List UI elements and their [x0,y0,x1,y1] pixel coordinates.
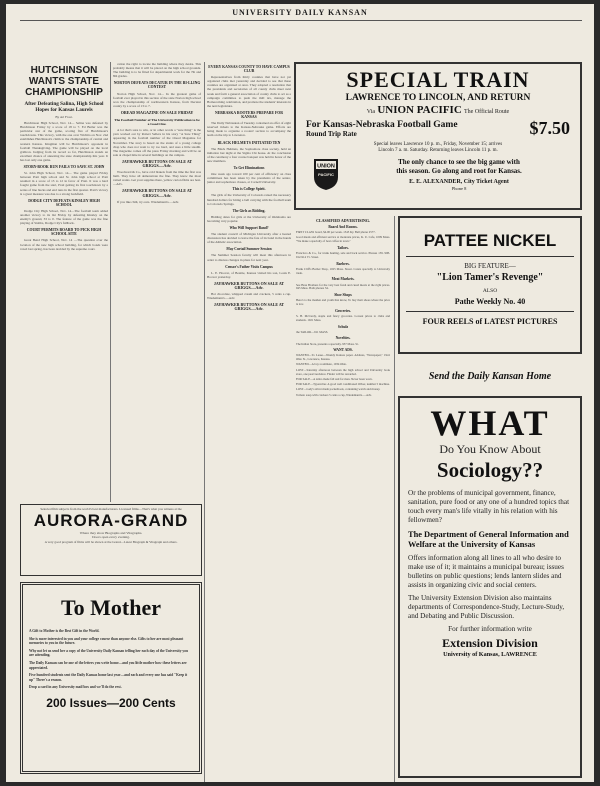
article-body: The student council of Michigan University after a heated discussion has decided to leave the fate of its band in the hands of the Athletic association. [207,232,291,245]
classified-column [296,216,390,778]
train-title: SPECIAL TRAIN [346,67,530,92]
classified-ad: LOST—Saturday afternoon between the high school and University book store, one pearl necklace. Finder will be rewarded. [296,367,390,376]
union-pacific-shield-icon [312,157,340,191]
pattee-also: ALSO [482,288,498,294]
aurora-line2: Where they show Biographs and Vitagraphs. [79,531,143,535]
classified-section-heading: WANT ADS. [333,348,353,353]
mother-text: She is more interested in you and your college course than anyone else. Gifts to her are most pleasant memories to you in the future. [29,636,184,646]
svg-text:UNION: UNION [317,163,335,170]
article-body: A lot that's sure to win, or in other words a "sure thing" is the yarn worked out by Robert Sellers in his story "A Sure Thing" appearing in the football number of the Oread Magazine for November. The story is based on the stunts of a young college chap who does not want to try too hard, and uses a little stealth. The magazine comes off the press Friday morning and will be on sale at chapel time in several buildings on the campus. [113,128,201,157]
classified-section-heading: Novelties. [335,336,351,341]
train-trip: Round Trip Rate [306,130,357,138]
send-kansan-home: Send the Daily Kansan Home [428,371,552,382]
headline-hutchinson: HUTCHINSON WANTS STATE CHAMPIONSHIP [25,65,103,98]
classified-ad: Good meals and efficient service at moderate prices, K. U. Cafe, 1009 Mass. "We make a specialty of best coffee in town." [296,235,390,244]
sociology-further: For further information write [448,625,532,633]
train-phone: Phone 8 [451,186,467,192]
article-body: Bidding dates for girls at the University of Oklahoma are becoming very popular. [207,214,291,223]
train-tagline: The only chance to see the big game with [398,158,520,167]
classified-section-heading: Board And Rooms. [328,225,358,230]
column-1 [20,62,108,492]
mother-text: Why not let us send her a copy of the University Daily Kansan telling her each day of the University you are attending. [29,648,188,658]
column-3 [207,62,291,778]
byline: By Art Frost. [55,115,73,119]
sociology-department: The Department of General Information and Welfare at the University of Kansas [408,530,569,549]
article-body: Dodge City High School, Nov. 14—The football team added another victory to its list Friday by defeating Kinsley on the enemy's ground, 33 to 0. The feature of the game was the fine playing of Stubbs, Dodge City's fullback. [20,208,108,226]
mother-text: Drop a card in any University mail box and we'll do the rest. [29,685,122,690]
sociology-body: Or the problems of municipal government, finance, sanitation, pure food or any one of a hundred topics that touch every man's life vitally in his relation with his fellowmen? [408,489,570,524]
train-official: The Official Route [464,109,510,115]
train-game: For Kansas-Nebraska Football Game [306,120,458,130]
column-rule [394,216,395,782]
classified-ad: Frank Cliff's Barber Shop, 1025 Mass. Street. Caters specially to University trade. [296,266,390,275]
classified-ad: WANTED—To Lease—Weekly Kansas paper. Address, "Newspaper," 1941 Ohio St., Lawrence, Kansas. [296,353,390,362]
train-schedule: Lincoln 7 a. m. Saturday. Returning leaves Lincoln 11 p. m. [378,148,498,154]
column-rule [110,62,111,502]
sociology-what: WHAT [430,403,550,443]
pattee-title: PATTEE NICKEL [423,231,557,250]
extension-division: Extension Division [442,636,538,650]
sociology-offers: Offers information along all lines to all who desire to make use of it; it maintains a municipal bureau; issues bulletins on public questions; lends lantern slides and assists in organizing civic and social centers. [408,554,564,589]
headline-black-helmets: BLACK HELMETS INITIATED TEN [217,140,281,145]
jayhawker-ad: JAYHAWKER BUTTONS ON SALE AT GRIGGS.—Adv. [213,280,285,291]
headline-eliminations: To Get Eliminations [233,165,265,170]
headline-nebraska: NEBRASKA ROOTERS PREPARE FOR KANSAS [215,110,283,120]
classified-section-heading: Barbers. [336,261,350,266]
article-body: Hutchinson High School, Nov. 14— Salina was defeated by Hutchinson Friday by a score of 18 to 7. Ed Butler was the particular star of the game, scoring five of Hutchinson's touchdowns. This victory, with the one over Wichita on Nov. 2nd establishes Hutchinson's claim to the championship of central and western Kansas. Kingman will be Hutchinson's opponent in football Thanksgiving. The game will be played on the local gridiron. Judging from its record so far, Hutchinson stands an excellent chance of annexing the state championship this year. It has lost only one game. [20,121,108,162]
classified-ad: LOST—Lady's silver mesh pocketbook, containing watch and money. [296,387,381,392]
headline-campus-club: EVERY KANSAS COUNTY TO HAVE CAMPUS CLUB [208,65,290,74]
subhead-hutchinson: After Defeating Salina, High School Hopes for Kansas Laurels [24,101,104,113]
jayhawker-ad: JAYHAWKER BUTTONS ON SALE AT GRIGGS.—Adv. [213,302,285,312]
divider [406,311,574,312]
article-body: Norton High School, Nov. 14— In the greatest game of football ever played in this section of the state Norton high school won the championship of northwestern Kansas, from Decatur county by a score of 13 to 7. [113,91,201,108]
train-schedule: Special leaves Lawrence 10 p. m., Friday, November 15; arrives [373,142,503,147]
classified-ad: WANTED—A boy roommate, 1034 Ohio. [296,362,347,367]
headline-st-john: STORY-BOOK RUN FAILS TO SAVE ST. JOHN [23,165,105,170]
headline-girls: The Girls as Bidding. [232,208,266,213]
column-2 [113,62,201,502]
pattee-reels: FOUR REELS of LATEST PICTURES [422,317,558,326]
classified-ad: FOR SALE—A tailor-made fall suit for men. Never been worn. [296,376,373,381]
classified-section-heading: Tailors. [337,246,349,251]
headline-norton: NORTON DEFEATS DECATUR IN THE BI-LLING CONTEST [113,81,201,90]
article-body: If you like chili, try ours. Wiedemann's.—Adv. [117,199,179,204]
headline-oread: OREAD MAGAZINE ON SALE FRIDAY [120,109,194,115]
pattee-feature: BIG FEATURE— [464,262,516,270]
mother-title: To Mother [60,595,161,620]
aurora-intro: Selected film subjects from the world's best manufacturers. Licensed films—That's what you witness at the [40,507,182,511]
article-body: Hot chocolate, whipped cream and crackers, 5 cents a cup. Wiedemann's.—Adv. [207,292,291,301]
train-agent: E. E. ALEXANDER, City Ticket Agent [409,179,509,186]
headline-band: Who Will Support Band? [229,226,269,230]
classified-title: CLASSIFIED ADVERTISING. [316,218,370,223]
article-body: The girls of the University of Colorado raised the necessary hundred dollars for hiring a bell carrying with the football team to Colorado Springs. [207,193,291,206]
aurora-grand-ad [20,504,202,576]
column-rule [204,62,205,782]
classified-section-heading: Shoe Shops [334,293,352,298]
pattee-weekly: Pathe Weekly No. 40 [454,297,526,306]
train-via: Via [366,109,376,115]
headline-great-bend: COURT PERMITS BOARD TO PICK HIGH SCHOOL SITE [26,228,102,237]
article-body: cation the right to locate the building where they desire. This probably means that it will be placed on the high school grounds. The building is to be fitted for departmental work for the 7th and 8th grades. [113,62,201,79]
jayhawker-ad: JAYHAWKER BUTTONS ON SALE AT GRIGGS.—Adv. [121,188,193,198]
classified-ad: The Indian Store, presents a specialty. 937 Mass. St. [296,341,359,346]
pattee-film: "Lion Tamer's Revenge" [436,272,544,283]
article-body: Representatives from thirty counties that have not yet organized clubs met yesterday and decided to see that these counties are organized at once. They adopted a resolution that the presidents and secretaries of all county clubs meet next week and form a general association of county clubs to act as a campaign committee to push the mill tax, manage the Homecoming celebration, and promote the students' interests in the next legislature. [207,75,291,108]
headline-dodge-city: DODGE CITY DEFEATS KINSLEY HIGH SCHOOL [28,198,100,207]
sociology-ad [398,396,582,778]
subhead-oread: The Football Number of The University Publication to be a Good One. [114,118,200,127]
jayhawker-ad: JAYHAWKER BUTTONS ON SALE AT GRIGGS.—Adv. [121,158,193,168]
train-railroad: UNION PACIFIC [377,104,462,116]
headline-censor: Censor's Father Visits Campus [225,264,273,269]
train-tagline: this season. Go along and root for Kansas. [396,167,522,176]
classified-ad: S. H. McCurdy, staple and fancy groceries. Lowest prices to clubs and students. 1021 Mass. [296,313,390,322]
masthead: UNIVERSITY DAILY KANSAN [232,8,368,17]
article-body: L. E. Hoover, of Beattie, Kansas visited his son, Louis E. Hoover yesterday. [207,270,291,279]
to-mother-ad [20,582,202,774]
headline-summer: May Curtail Summer Session [226,247,272,252]
classified-section-heading: Groceries. [335,308,351,313]
classified-ad: FIRST CLASS board, $4.00 per week. 1345 Ky. Bell phone 2577. [296,230,376,235]
classified-list [296,225,390,397]
article-body: The Black Helmets, the Sophomore class society, held an initiation last night at the Sigma Chi house. At the conclusion of the ceremony a four course banquet was held in honor of the new members. [207,146,291,163]
aurora-closing: A very good program of films will be shown at the Grand—Latest Biograph & Vitagraph and others. [44,539,178,544]
train-route: LAWRENCE TO LINCOLN, AND RETURN [345,93,531,103]
svg-text:PACIFIC: PACIFIC [318,172,334,178]
divider [406,256,574,257]
special-train-ad [294,62,582,210]
mother-text: The Daily Kansan can be one of the letters you write home—and you little mother how these letters are appreciated. [29,660,187,670]
article-body: St. John High School, Nov. 14— The game played Friday between Pratt high school and St. John high school at Pratt resulted in a score of 13 to 12 in favor of Pratt. It was a hard fought game from the start, Pratt getting its first touchdown by a series of line bucks and end runs in the first quarter. Pratt's victory is a great measure was due to a strong backfield. [20,171,108,196]
classified-ad: the TAILOR—911 MASS. [296,329,329,334]
aurora-name: AURORA-GRAND [33,511,189,530]
article-body: The Summer Session faculty will meet this afternoon in order to discuss changes in plans for next year. [207,253,291,262]
classified-ad: Tomato soup with crackers 5 cents a cup, Wiedemann's.—Adv. [296,392,372,397]
article-body: One week ago toward 100 per cent of efficiency on class committees has been taken by the presidents of the senior, junior and sophomore classes, at Cornell University. [207,172,291,185]
article-body: Woodward & Co., have cold biskets from the time the first was built. They have all demonstrate the fine. They know the most vaited wants. Get your supplies there, yellow carton films are best.—Adv. [113,170,201,187]
newspaper-page [6,4,594,782]
mother-text: Five hundred students sent the Daily Kansas home last year—and each and every one has said "Keep it up" There's a reason. [29,673,188,682]
pattee-nickel-ad [398,216,582,354]
masthead-rule [20,20,582,21]
article-body: Great Bend High School, Nov. 14 —The question over the location of the new high school building, for which bonds were voted last spring, has been decided by the supreme court. [20,238,108,251]
headline-college-spirit: This is College Spirit. [232,187,266,192]
classified-ad: See Hess Brothers for the very best fresh and cured meats at the right prices. 945 Mass. Both phones 34. [296,282,390,291]
aurora-line3: Doors open every evening. [92,535,130,540]
classified-section-heading: Schulz [337,324,349,329]
train-price: $7.50 [529,118,570,138]
article-body: The Daily Nebraskan of Tuesday contained an offer of eight reserved tickets to the Kansas-Nebraska game. Efforts are being made to organize a rooters' section to accompany the team on the trip to Lawrence. [207,121,291,138]
university-of-kansas: University of Kansas, LAWRENCE [443,651,537,658]
sociology-title: Sociology?? [436,458,544,482]
sociology-extension: The University Extension Division also maintains departments of Correspondence-Study, Lecture-Study, and Debating and Public Discussion. [408,594,565,620]
classified-ad: FOR SALE—Typewriter. A good well conditioned Oliver, number 5 machine. [296,382,390,387]
classified-ad: Francisco & Co., for trunk hauling, sale and back service. Phones 159. 908-912-914 Vt. Street. [296,251,390,259]
mother-text: A Gift to Mother is the Best Gift in the World. [29,629,100,633]
sociology-know: Do You Know About [439,442,541,456]
classified-section-heading: Meat Markets. [331,277,355,282]
mother-price: 200 Issues—200 Cents [46,695,176,710]
classified-ad: Here's to the maiden and youth that know, To buy their shoes where the price is low. [296,298,390,307]
